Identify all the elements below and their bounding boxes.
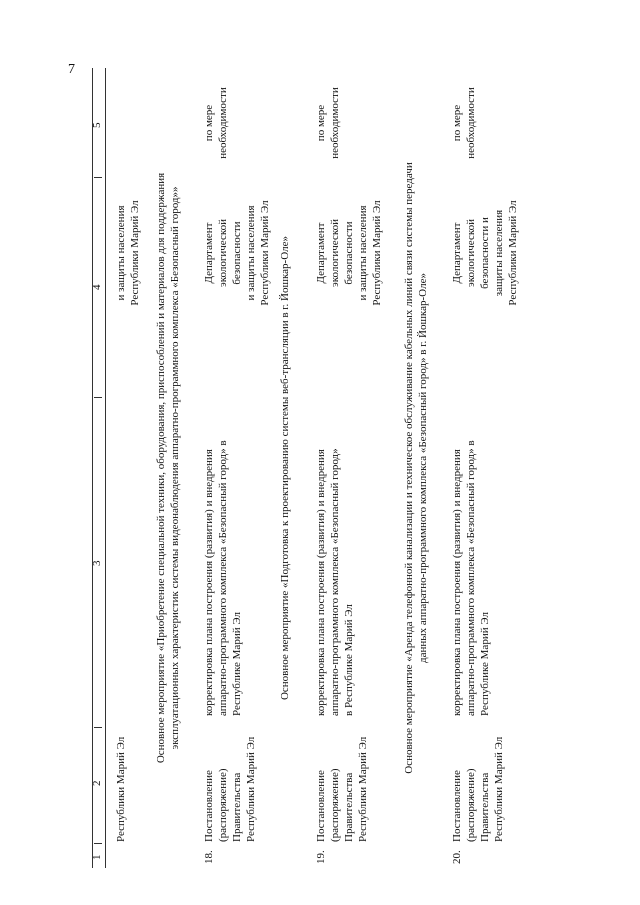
row-number: 20.: [451, 850, 463, 864]
row-executor: Департамент экологической безопасности и защиты населения Республики Марий Эл: [315, 200, 383, 306]
top-row-executor: и защиты населения Республики Марий Эл: [115, 200, 141, 306]
rotated-table: [92, 68, 592, 868]
row-term: по мере необходимости: [203, 87, 229, 159]
column-number-5: 5: [91, 122, 103, 128]
column-number-3: 3: [91, 560, 103, 566]
header-top-rule: [92, 68, 93, 868]
row-doc: Постановление (распоряжение) Правительства Республики Марий Эл: [203, 736, 257, 842]
row-doc: Постановление (распоряжение) Правительства Республики Марий Эл: [315, 736, 369, 842]
column-divider: [94, 397, 102, 398]
section-heading: Основное мероприятие «Подготовка к проектированию системы веб-трансляции в г. Йошкар-Оле»: [279, 235, 291, 701]
section-heading: Основное мероприятие «Аренда телефонной канализации и техническое обслуживание кабельных линий связи системы передачи данных аппаратно-программного комплекса «Безопасный город» в г. Йошкар-Оле»: [403, 162, 429, 774]
row-description: корректировка плана построения (развития) и внедрения аппаратно-программного комплекса «Безопасный город» в Республике Марий Эл: [451, 440, 491, 716]
row-term: по мере необходимости: [451, 87, 477, 159]
row-description: корректировка плана построения (развития) и внедрения аппаратно-программного комплекса «Безопасный город» в Республике Марий Эл: [203, 440, 243, 716]
page-number: 7: [68, 62, 75, 77]
header-bottom-rule: [105, 68, 106, 868]
row-executor: Департамент экологической безопасности и защиты населения Республики Марий Эл: [203, 200, 271, 306]
row-number: 19.: [315, 850, 327, 864]
section-heading: Основное мероприятие «Приобретение специальной техники, оборудования, приспособлений и материалов для поддержания эксплуатационных характеристик системы видеонаблюдения аппаратно-программного комплекса «Безопасный город»»: [155, 172, 181, 764]
row-term: по мере необходимости: [315, 87, 341, 159]
column-divider: [94, 177, 102, 178]
column-divider: [94, 843, 102, 844]
column-divider: [94, 727, 102, 728]
row-doc: Постановление (распоряжение) Правительства Республики Марий Эл: [451, 736, 505, 842]
row-description: корректировка плана построения (развития) и внедрения аппаратно-программного комплекса «Безопасный город» в Республике Марий Эл: [315, 448, 355, 716]
column-number-4: 4: [91, 284, 103, 290]
column-number-2: 2: [91, 780, 103, 786]
top-row-doc: Республики Марий Эл: [115, 736, 127, 842]
row-executor: Департамент экологической безопасности и защиты населения Республики Марий Эл: [451, 200, 519, 306]
column-number-1: 1: [91, 854, 103, 860]
row-number: 18.: [203, 850, 215, 864]
